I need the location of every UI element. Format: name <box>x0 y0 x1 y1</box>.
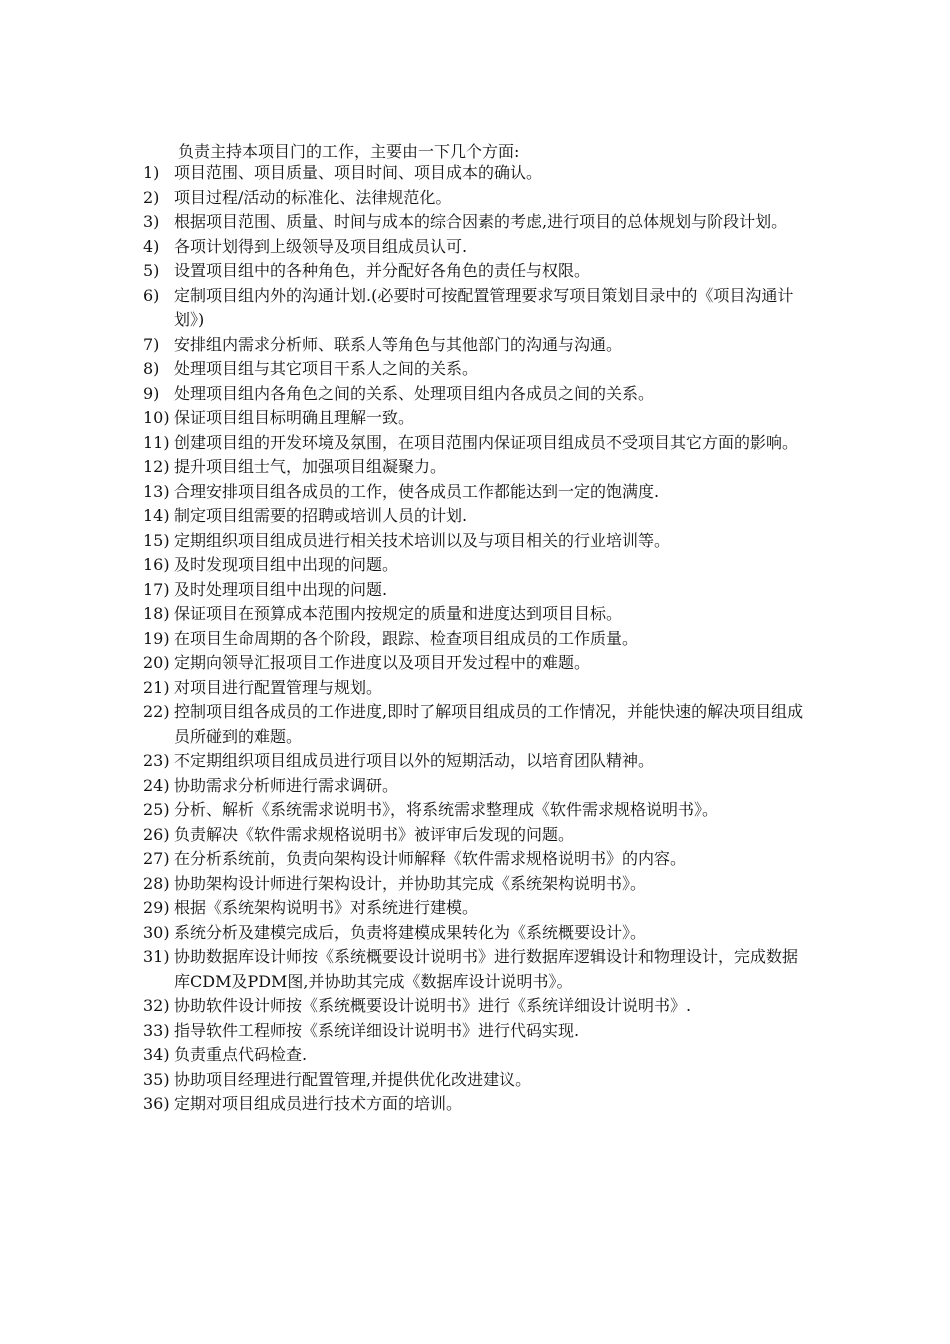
list-item <box>143 994 811 1019</box>
list-item-text: 项目过程/活动的标准化、法律规范化。 <box>174 187 452 207</box>
list-item-number: 25) <box>143 800 170 819</box>
list-item-text: 负责重点代码检查. <box>174 1045 308 1064</box>
list-item-number: 20) <box>143 653 170 672</box>
list-item-text: 根据《系统架构说明书》对系统进行建模。 <box>174 898 479 917</box>
list-item <box>143 406 811 431</box>
list-item-text: 分析、解析《系统需求说明书》，将系统需求整理成《软件需求规格说明书》。 <box>174 800 719 819</box>
list-item-text: 创建项目组的开发环境及氛围，在项目范围内保证项目组成员不受项目其它方面的影响。 <box>174 432 799 452</box>
list-item-number: 12) <box>143 457 170 476</box>
list-item-number: 14) <box>143 506 170 525</box>
list-item <box>143 504 811 529</box>
list-item-number: 17) <box>143 579 170 599</box>
list-item-text: 协助架构设计师进行架构设计，并协助其完成《系统架构说明书》。 <box>174 873 647 893</box>
list-item <box>143 798 811 823</box>
list-item <box>143 529 811 554</box>
list-item-number: 36) <box>143 1094 170 1113</box>
list-item <box>143 651 811 676</box>
list-item-number: 31) <box>143 947 170 966</box>
list-item <box>143 333 811 358</box>
list-item <box>143 1092 811 1117</box>
list-item <box>143 210 811 235</box>
intro-paragraph: 负责主持本项目门的工作，主要由一下几个方面: <box>178 142 520 161</box>
list-item-number: 9) <box>143 383 160 403</box>
list-item-number: 11) <box>143 432 170 452</box>
list-item-number: 26) <box>143 824 170 844</box>
list-item <box>143 357 811 382</box>
list-item-text: 提升项目组士气，加强项目组凝聚力。 <box>174 457 447 476</box>
list-item <box>143 700 811 749</box>
list-item <box>143 847 811 872</box>
list-item-number: 29) <box>143 898 170 917</box>
list-item-text: 各项计划得到上级领导及项目组成员认可. <box>174 236 468 256</box>
list-item-text: 在分析系统前，负责向架构设计师解释《软件需求规格说明书》的内容。 <box>174 849 687 868</box>
list-item <box>143 896 811 921</box>
list-item-text: 定期对项目组成员进行技术方面的培训。 <box>174 1094 463 1113</box>
list-item <box>143 455 811 480</box>
list-item <box>143 284 811 333</box>
list-item-text: 在项目生命周期的各个阶段，跟踪、检查项目组成员的工作质量。 <box>174 628 639 648</box>
list-item <box>143 602 811 627</box>
list-item-text: 合理安排项目组各成员的工作，使各成员工作都能达到一定的饱满度. <box>174 481 660 501</box>
list-item-number: 8) <box>143 359 160 378</box>
list-item-text: 处理项目组与其它项目干系人之间的关系。 <box>174 359 479 378</box>
list-item-number: 4) <box>143 236 160 256</box>
list-item-number: 2) <box>143 187 160 207</box>
list-item-text: 定期向领导汇报项目工作进度以及项目开发过程中的难题。 <box>174 653 591 672</box>
list-item-text: 及时处理项目组中出现的问题. <box>174 579 388 599</box>
list-item-text: 协助数据库设计师按《系统概要设计说明书》进行数据库逻辑设计和物理设计，完成数据库CDM及PDM图,并协助其完成《数据库设计说明书》。 <box>174 947 799 991</box>
list-item-text: 安排组内需求分析师、联系人等角色与其他部门的沟通与沟通。 <box>174 334 623 354</box>
list-item-text: 协助需求分析师进行需求调研。 <box>174 775 399 795</box>
list-item-text: 负责解决《软件需求规格说明书》被评审后发现的问题。 <box>174 824 575 844</box>
list-item <box>143 945 811 994</box>
list-item <box>143 431 811 456</box>
list-item-text: 控制项目组各成员的工作进度,即时了解项目组成员的工作情况，并能快速的解决项目组成员所碰到的难题。 <box>174 702 804 746</box>
list-item-number: 18) <box>143 604 170 623</box>
list-item-number: 21) <box>143 677 170 697</box>
list-item-text: 协助软件设计师按《系统概要设计说明书》进行《系统详细设计说明书》. <box>174 996 692 1015</box>
list-item-number: 22) <box>143 702 170 721</box>
list-item <box>143 676 811 701</box>
list-item-number: 7) <box>143 334 160 354</box>
list-item-number: 10) <box>143 408 170 427</box>
list-item <box>143 1068 811 1093</box>
list-item <box>143 235 811 260</box>
list-item <box>143 749 811 774</box>
list-item-text: 定期组织项目组成员进行相关技术培训以及与项目相关的行业培训等。 <box>174 530 671 550</box>
list-item <box>143 480 811 505</box>
list-item <box>143 382 811 407</box>
list-item-number: 15) <box>143 530 170 550</box>
list-item-text: 根据项目范围、质量、时间与成本的综合因素的考虑,进行项目的总体规划与阶段计划。 <box>174 212 788 231</box>
list-item-number: 6) <box>143 285 160 305</box>
list-item-number: 5) <box>143 261 160 280</box>
list-item-text: 处理项目组内各角色之间的关系、处理项目组内各成员之间的关系。 <box>174 383 655 403</box>
list-item-number: 35) <box>143 1069 170 1089</box>
list-item-number: 19) <box>143 628 170 648</box>
list-item <box>143 186 811 211</box>
list-item <box>143 259 811 284</box>
list-item-number: 23) <box>143 751 170 770</box>
list-item-number: 16) <box>143 555 170 574</box>
list-item <box>143 921 811 946</box>
list-item <box>143 872 811 897</box>
list-item-number: 32) <box>143 996 170 1015</box>
list-item-text: 不定期组织项目组成员进行项目以外的短期活动，以培育团队精神。 <box>174 751 655 770</box>
list-item-text: 协助项目经理进行配置管理,并提供优化改进建议。 <box>174 1069 532 1089</box>
list-item <box>143 161 811 186</box>
list-item-number: 1) <box>143 163 160 182</box>
list-item <box>143 578 811 603</box>
list-item <box>143 823 811 848</box>
responsibility-list <box>143 161 811 1117</box>
list-item-text: 对项目进行配置管理与规划。 <box>174 677 383 697</box>
list-item <box>143 1019 811 1044</box>
list-item-text: 保证项目在预算成本范围内按规定的质量和进度达到项目目标。 <box>174 604 623 623</box>
list-item-number: 24) <box>143 775 170 795</box>
list-item-text: 系统分析及建模完成后，负责将建模成果转化为《系统概要设计》。 <box>174 922 647 942</box>
list-item-number: 30) <box>143 922 170 942</box>
list-item-text: 设置项目组中的各种角色，并分配好各角色的责任与权限。 <box>174 261 591 280</box>
list-item-text: 及时发现项目组中出现的问题。 <box>174 555 399 574</box>
list-item-number: 3) <box>143 212 160 231</box>
list-item-number: 33) <box>143 1020 170 1040</box>
list-item <box>143 627 811 652</box>
list-item <box>143 553 811 578</box>
list-item <box>143 1043 811 1068</box>
list-item-text: 指导软件工程师按《系统详细设计说明书》进行代码实现. <box>174 1020 580 1040</box>
list-item <box>143 774 811 799</box>
list-item-text: 保证项目组目标明确且理解一致。 <box>174 408 415 427</box>
list-item-number: 13) <box>143 481 170 501</box>
list-item-number: 34) <box>143 1045 170 1064</box>
list-item-number: 28) <box>143 873 170 893</box>
list-item-text: 制定项目组需要的招聘或培训人员的计划. <box>174 506 468 525</box>
list-item-text: 项目范围、项目质量、项目时间、项目成本的确认。 <box>174 163 543 182</box>
list-item-number: 27) <box>143 849 170 868</box>
list-item-text: 定制项目组内外的沟通计划.(必要时可按配置管理要求写项目策划目录中的《项目沟通计划》) <box>174 285 794 329</box>
